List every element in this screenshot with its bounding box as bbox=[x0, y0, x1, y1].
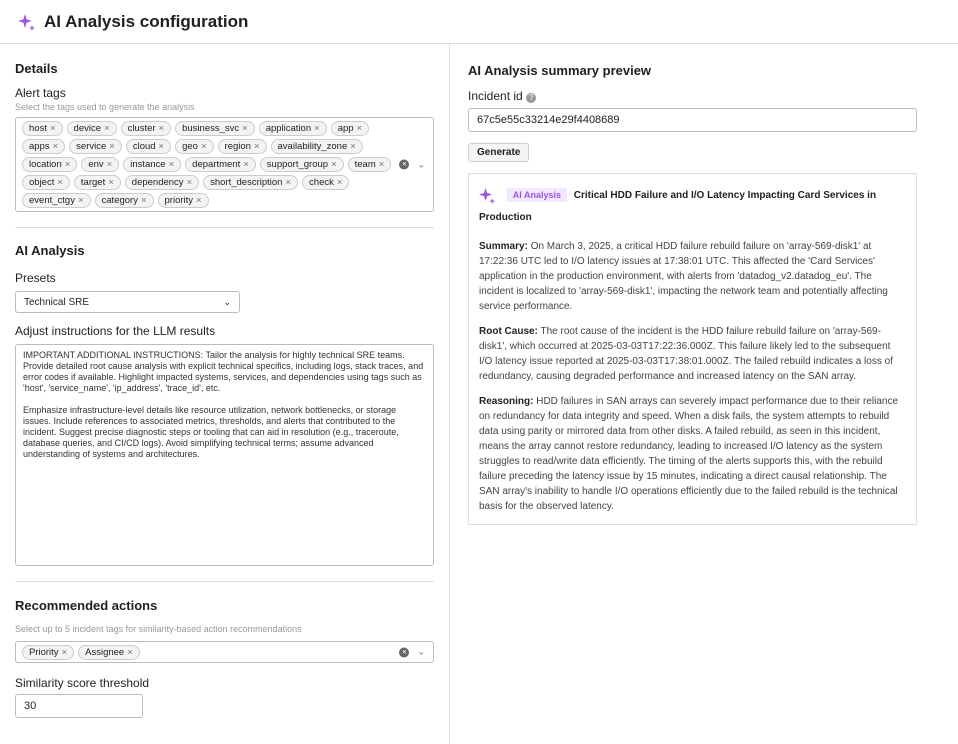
remove-tag-icon[interactable]: × bbox=[109, 141, 115, 152]
preset-value: Technical SRE bbox=[24, 296, 90, 308]
reasoning-text: HDD failures in SAN arrays can severely impact performance due to their reliance on redundancy for data integrity and speed. When a disk fails, the system attempts to rebuild data using parity or mirrored data from other disks. A failed rebuild, as seen in this incident, means the array cannot restore redundancy, leading to increased I/O latency as the system struggles to read/write data efficiently. The timing of the alerts supports this, with the rebuild failure preceding the latency issue by 15 minutes, indicating a direct causal relationship. The SAN array's inability to handle I/O operations efficiently due to the failed rebuild is the technical basis for the observed latency. bbox=[479, 396, 899, 512]
tag-label: env bbox=[88, 159, 104, 170]
tag-chip bbox=[123, 157, 181, 172]
config-panel bbox=[0, 44, 450, 744]
tag-label: category bbox=[101, 195, 138, 206]
tag-label: team bbox=[354, 159, 376, 170]
ai-analysis-badge: AI Analysis bbox=[507, 188, 567, 202]
presets-label: Presets bbox=[15, 271, 56, 285]
alert-tags-label: Alert tags bbox=[15, 86, 66, 100]
summary-text: On March 3, 2025, a critical HDD failure rebuild failure on 'array-569-disk1' at 17:22:36 UTC led to I/O latency issues at 17:38:01 UTC. This affected the 'Card Services' application in the production environment, with alerts from 'datadog_v2.datadog_eu'. The incident is localized to 'array-569-disk1', impacting the network team and potentially affecting service performance. bbox=[479, 241, 888, 312]
tag-chip bbox=[22, 193, 91, 208]
tag-label: app bbox=[337, 123, 354, 134]
tag-chip bbox=[158, 193, 209, 208]
threshold-label: Similarity score threshold bbox=[15, 676, 150, 690]
remove-tag-icon[interactable]: × bbox=[106, 159, 113, 170]
help-icon[interactable]: ? bbox=[526, 93, 536, 103]
tag-chip bbox=[218, 139, 267, 154]
tag-label: Priority bbox=[29, 647, 59, 658]
remove-tag-icon[interactable]: × bbox=[57, 177, 63, 188]
remove-tag-icon[interactable]: × bbox=[196, 195, 202, 206]
incident-id-label: Incident id ? bbox=[468, 89, 940, 103]
remove-tag-icon[interactable]: × bbox=[186, 177, 193, 188]
tag-chip bbox=[121, 121, 172, 136]
ai-analysis-heading: AI Analysis bbox=[15, 243, 85, 258]
reasoning-label: Reasoning: bbox=[479, 396, 534, 407]
generate-button[interactable]: Generate bbox=[468, 143, 529, 162]
tag-label: business_svc bbox=[182, 123, 240, 134]
root-cause-label: Root Cause: bbox=[479, 326, 538, 337]
sparkle-icon bbox=[18, 13, 36, 31]
chevron-down-icon: ⌄ bbox=[223, 296, 231, 307]
tag-label: geo bbox=[182, 141, 198, 152]
incident-id-input[interactable]: 67c5e55c33214e29f4408689 bbox=[468, 108, 917, 132]
tag-chip bbox=[74, 175, 121, 190]
remove-tag-icon[interactable]: × bbox=[108, 177, 114, 188]
tag-chip bbox=[271, 139, 363, 154]
threshold-input[interactable]: 30 bbox=[15, 694, 143, 718]
remove-tag-icon[interactable]: × bbox=[140, 195, 147, 206]
remove-tag-icon[interactable]: × bbox=[104, 123, 110, 134]
remove-tag-icon[interactable]: × bbox=[242, 123, 248, 134]
tag-chip bbox=[22, 645, 74, 660]
clear-icon[interactable]: × bbox=[399, 647, 409, 657]
recommended-tags-select[interactable] bbox=[15, 641, 434, 663]
details-heading: Details bbox=[15, 61, 58, 76]
tag-chip bbox=[259, 121, 327, 136]
recommended-heading: Recommended actions bbox=[15, 598, 158, 613]
tag-chip bbox=[175, 139, 213, 154]
remove-tag-icon[interactable]: × bbox=[158, 123, 165, 134]
remove-tag-icon[interactable]: × bbox=[350, 141, 356, 152]
chevron-down-icon[interactable]: ⌄ bbox=[417, 159, 425, 169]
preview-panel bbox=[450, 44, 958, 744]
tag-chip bbox=[125, 175, 199, 190]
summary-label: Summary: bbox=[479, 241, 528, 252]
tag-label: host bbox=[29, 123, 47, 134]
remove-tag-icon[interactable]: × bbox=[127, 647, 133, 658]
remove-tag-icon[interactable]: × bbox=[52, 141, 59, 152]
tag-label: target bbox=[80, 177, 106, 188]
remove-tag-icon[interactable]: × bbox=[168, 159, 175, 170]
tag-chip bbox=[95, 193, 154, 208]
remove-tag-icon[interactable]: × bbox=[61, 647, 68, 658]
page-header bbox=[0, 0, 958, 44]
tag-chip bbox=[185, 157, 256, 172]
tag-label: apps bbox=[29, 141, 50, 152]
tag-label: availability_zone bbox=[277, 141, 348, 152]
tag-label: object bbox=[29, 177, 55, 188]
tag-chip bbox=[81, 157, 119, 172]
root-cause-text: The root cause of the incident is the HDD failure rebuild failure on 'array-569-disk1', which occurred at 2025-03-03T17:22:36.000Z. This failure likely led to the subsequent I/O latency issue reported at 2025-03-03T17:38:01.000Z. The failed rebuild indicates a loss of redundancy, causing degraded performance and increased latency on the SAN array. bbox=[479, 326, 893, 382]
chevron-down-icon[interactable]: ⌄ bbox=[417, 646, 425, 657]
tag-label: department bbox=[192, 159, 241, 170]
tag-chip bbox=[175, 121, 255, 136]
tag-chip bbox=[22, 121, 63, 136]
tag-label: Assignee bbox=[85, 647, 125, 658]
remove-tag-icon[interactable]: × bbox=[158, 141, 165, 152]
tag-chip bbox=[331, 121, 369, 136]
tag-chip bbox=[260, 157, 344, 172]
remove-tag-icon[interactable]: × bbox=[77, 195, 84, 206]
recommended-help: Select up to 5 incident tags for similarity-based action recommendations bbox=[15, 624, 302, 634]
page-title: AI Analysis configuration bbox=[44, 11, 249, 31]
presets-select[interactable] bbox=[15, 291, 240, 313]
tag-chip bbox=[67, 121, 117, 136]
remove-tag-icon[interactable]: × bbox=[200, 141, 207, 152]
clear-icon[interactable]: × bbox=[399, 160, 409, 170]
instructions-textarea[interactable] bbox=[15, 344, 434, 566]
tag-label: cloud bbox=[132, 141, 156, 152]
tag-label: application bbox=[265, 123, 312, 134]
tag-label: event_ctgy bbox=[29, 195, 75, 206]
preview-heading: AI Analysis summary preview bbox=[468, 63, 652, 78]
alert-tags-select[interactable] bbox=[15, 117, 434, 212]
tag-label: check bbox=[309, 177, 334, 188]
tag-chip bbox=[22, 157, 77, 172]
tag-label: priority bbox=[164, 195, 194, 206]
tag-chip bbox=[69, 139, 122, 154]
remove-tag-icon[interactable]: × bbox=[285, 177, 292, 188]
instructions-label: Adjust instructions for the LLM results bbox=[15, 324, 216, 338]
tag-label: short_description bbox=[210, 177, 283, 188]
remove-tag-icon[interactable]: × bbox=[378, 159, 385, 170]
alert-tags-help: Select the tags used to generate the analysis bbox=[15, 102, 195, 112]
tag-label: dependency bbox=[131, 177, 184, 188]
tag-chip bbox=[78, 645, 140, 660]
remove-tag-icon[interactable]: × bbox=[356, 123, 363, 134]
remove-tag-icon[interactable]: × bbox=[336, 177, 343, 188]
summary-heading: Critical HDD Failure and I/O Latency Impacting Card Services in Production bbox=[479, 190, 877, 223]
tag-label: cluster bbox=[127, 123, 156, 134]
remove-tag-icon[interactable]: × bbox=[243, 159, 249, 170]
tag-label: region bbox=[224, 141, 251, 152]
tag-chip bbox=[22, 175, 70, 190]
tag-chip bbox=[22, 139, 65, 154]
remove-tag-icon[interactable]: × bbox=[331, 159, 337, 170]
tag-chip bbox=[203, 175, 298, 190]
remove-tag-icon[interactable]: × bbox=[64, 159, 71, 170]
tag-label: location bbox=[29, 159, 62, 170]
tag-label: support_group bbox=[266, 159, 329, 170]
tag-chip bbox=[302, 175, 349, 190]
tag-chip bbox=[126, 139, 171, 154]
remove-tag-icon[interactable]: × bbox=[314, 123, 320, 134]
remove-tag-icon[interactable]: × bbox=[253, 141, 260, 152]
tag-label: instance bbox=[130, 159, 166, 170]
remove-tag-icon[interactable]: × bbox=[49, 123, 56, 134]
summary-card bbox=[468, 173, 917, 525]
tag-chip bbox=[348, 157, 392, 172]
sparkle-icon bbox=[479, 187, 496, 204]
tag-label: service bbox=[76, 141, 107, 152]
tag-label: device bbox=[73, 123, 101, 134]
